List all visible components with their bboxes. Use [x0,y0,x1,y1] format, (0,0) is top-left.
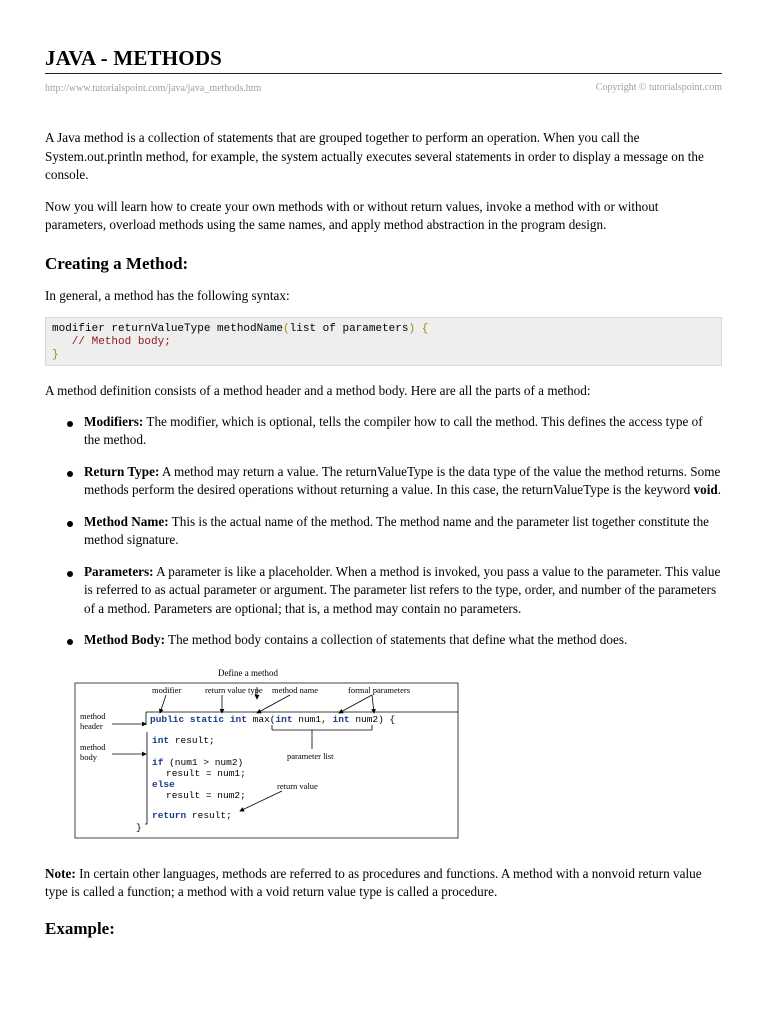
method-anatomy-figure [72,663,461,841]
bullet-icon [67,421,73,427]
page-title: JAVA - METHODS [45,46,223,70]
bullet-icon [67,571,73,577]
list-item: Return Type: A method may return a value. The returnValueType is the data type of the value the method returns. Some methods perform the desired operations without returning a value. In this case, the returnValueType is the keyword void. [45,463,722,500]
bullet-icon [67,471,73,477]
intro-paragraph-2: Now you will learn how to create your own methods with or without return values, invoke a method with or without parameters, overload methods using the same names, and apply method abstraction in the program design. [45,198,659,232]
section-heading-example: Example: [45,918,115,938]
body-label-line-2: body [80,751,97,762]
syntax-code-block [45,317,722,366]
formal-parameters-label: formal parameters [348,684,411,695]
title-rule [45,73,722,74]
intro-paragraph-1: A Java method is a collection of statements that are grouped together to perform an operation. When you call the System.out.println method, for example, the system actually executes several statements in order to display a message on the console. [45,130,704,182]
method-name-label: method name [272,684,319,695]
definition-paragraph: A method definition consists of a method header and a method body. Here are all the parts of a method: [45,383,591,398]
svg-text:result = num1;: result = num1; [166,767,246,779]
bullet-icon [67,521,73,527]
bullet-icon [67,639,73,645]
define-method-label: Define a method [218,667,278,678]
return-type-label: return value type [205,684,263,695]
code-line-1: modifier returnValueType methodName(list of parameters) { [52,323,429,335]
method-anatomy-diagram [72,663,461,841]
svg-text:if (num1 > num2): if (num1 > num2) [152,756,244,768]
copyright-notice: Copyright © tutorialspoint.com [595,82,722,93]
return-value-label: return value [277,780,318,791]
svg-text:int result;: int result; [152,734,215,746]
code-line-3: } [52,349,59,361]
header-label-line-1: method [80,710,106,721]
svg-text:public static int max(int num1: public static int max(int num1, int num2) { [150,713,396,725]
syntax-intro: In general, a method has the following syntax: [45,287,290,303]
svg-text:return result;: return result; [152,809,232,821]
modifier-label: modifier [152,684,182,695]
source-url[interactable]: http://www.tutorialspoint.com/java/java_methods.htm [45,83,262,94]
list-item: Parameters: A parameter is like a placeholder. When a method is invoked, you pass a value to the parameter. This value is referred to as actual parameter or argument. The parameter list refers to the type, order, and number of the parameters of a method. Parameters are optional; that is, a method may contain no parameters. [45,563,722,619]
list-item: Modifiers: The modifier, which is optional, tells the compiler how to call the method. This defines the access type of the method. [45,413,722,450]
figure-frame [75,683,458,838]
svg-text:else: else [152,778,175,790]
svg-text:}: } [136,821,142,833]
header-label-line-2: header [80,720,103,731]
method-parts-list [45,413,722,650]
svg-text:result = num2;: result = num2; [166,789,246,801]
list-item: Method Body: The method body contains a collection of statements that define what the method does. [45,631,722,650]
list-item: Method Name: This is the actual name of the method. The method name and the parameter list together constitute the method signature. [45,513,722,550]
note-paragraph: Note: In certain other languages, methods are referred to as procedures and functions. A method with a nonvoid return value type is called a function; a method with a void return value type is called a procedure. [45,865,702,899]
parameter-list-label: parameter list [287,750,334,761]
section-heading-creating: Creating a Method: [45,253,189,273]
body-label-line-1: method [80,741,106,752]
code-line-2: // Method body; [52,336,171,348]
content [45,129,722,952]
